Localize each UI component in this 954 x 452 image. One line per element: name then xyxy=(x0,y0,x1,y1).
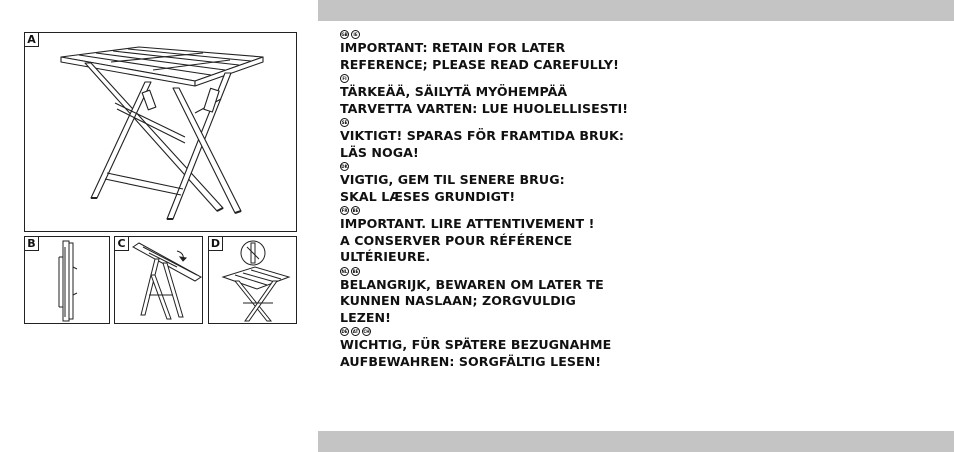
warning-text: TÄRKEÄÄ, SÄILYTÄ MYÖHEMPÄÄ TARVETTA VARTEN: LUE HUOLELLISESTI! xyxy=(340,84,629,116)
warning-block-de xyxy=(340,326,640,370)
country-code-badge: FR xyxy=(341,208,348,213)
language-codes xyxy=(340,161,640,172)
language-codes xyxy=(340,73,640,84)
country-code-badge: AT xyxy=(352,329,359,334)
figure-a-label: A xyxy=(24,32,39,47)
country-code-badge: DE xyxy=(341,329,348,334)
warning-block-fr xyxy=(340,205,640,266)
country-code-badge: CH xyxy=(363,329,370,334)
country-code-badge: GB xyxy=(341,32,348,37)
language-codes xyxy=(340,29,640,40)
country-code-badge: NL xyxy=(341,268,348,274)
figure-d-locking-detail xyxy=(208,236,297,324)
country-code-badge: IE xyxy=(351,30,360,39)
warning-text: BELANGRIJK, BEWAREN OM LATER TE KUNNEN NASLAAN; ZORGVULDIG LEZEN! xyxy=(340,276,604,325)
warning-text: IMPORTANT: RETAIN FOR LATER REFERENCE; PLEASE READ CAREFULLY! xyxy=(340,40,619,72)
warning-text: WICHTIG, FÜR SPÄTERE BEZUGNAHME AUFBEWAHREN: SORGFÄLTIG LESEN! xyxy=(340,337,612,369)
warning-block-en xyxy=(340,29,640,73)
folded-table-drawing xyxy=(25,237,111,325)
warning-block-nl xyxy=(340,266,640,327)
figure-a-assembled-table xyxy=(24,32,297,232)
language-codes xyxy=(340,266,640,277)
safety-warnings xyxy=(340,29,640,370)
country-code-badge: SE xyxy=(341,120,348,125)
figure-c-label: C xyxy=(114,236,129,251)
country-code-badge: DK xyxy=(341,164,348,169)
unfolding-table-drawing xyxy=(115,237,204,325)
header-bar xyxy=(318,0,954,21)
warning-text: IMPORTANT. LIRE ATTENTIVEMENT ! A CONSERVER POUR RÉFÉRENCE ULTÉRIEURE. xyxy=(340,216,595,264)
warning-block-fi xyxy=(340,73,640,117)
table-drawing xyxy=(25,33,298,233)
figure-b-folded-table xyxy=(24,236,110,324)
warning-block-dk xyxy=(340,161,640,205)
country-code-badge: BE xyxy=(352,268,359,274)
country-code-badge: FI xyxy=(340,74,349,83)
warning-text: VIGTIG, GEM TIL SENERE BRUG: SKAL LÆSES GRUNDIGT! xyxy=(340,172,565,204)
language-codes xyxy=(340,205,640,216)
country-code-badge: BE xyxy=(352,208,359,213)
figure-c-unfolding-table xyxy=(114,236,203,324)
footer-bar xyxy=(318,431,954,452)
warning-block-se xyxy=(340,117,640,161)
figure-b-label: B xyxy=(24,236,39,251)
language-codes xyxy=(340,117,640,128)
figure-d-label: D xyxy=(208,236,223,251)
locking-detail-drawing xyxy=(209,237,298,325)
language-codes xyxy=(340,326,640,337)
warning-text: VIKTIGT! SPARAS FÖR FRAMTIDA BRUK: LÄS NOGA! xyxy=(340,128,624,160)
